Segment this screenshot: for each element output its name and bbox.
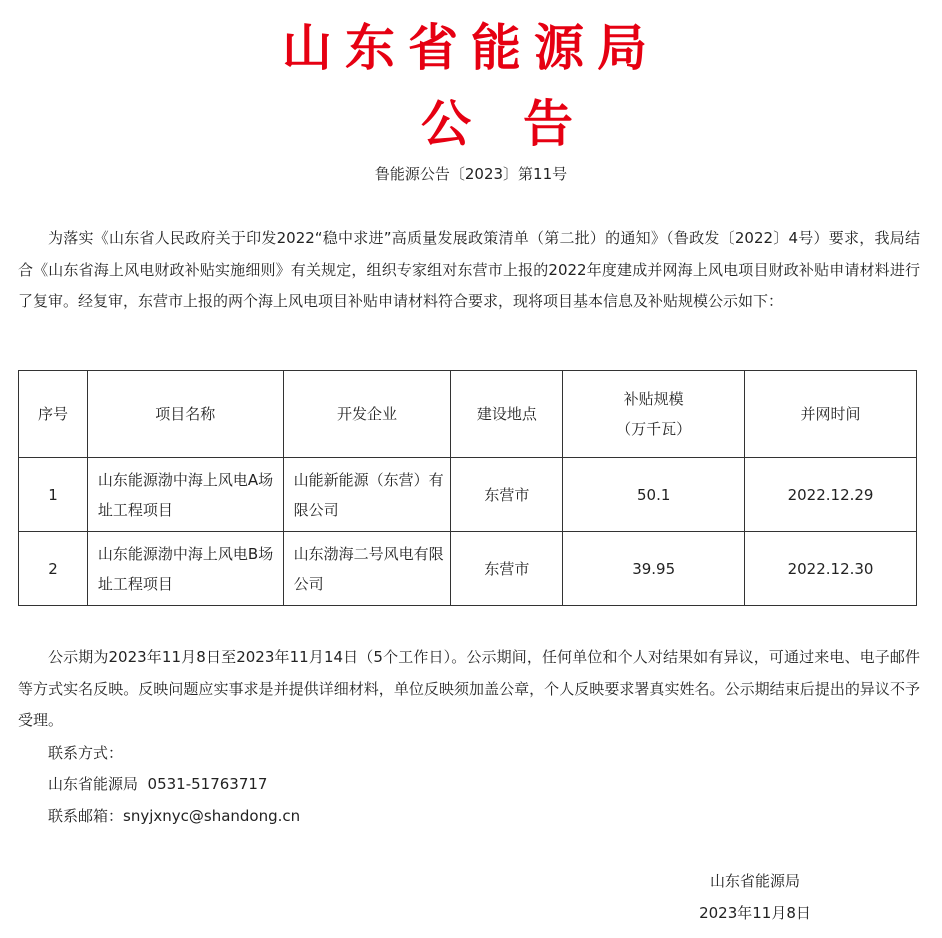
signature-date: 2023年11月8日 [699, 904, 811, 922]
cell-location: 东营市 [451, 532, 563, 606]
cell-grid-date: 2022.12.29 [745, 458, 917, 532]
cell-developer: 山能新能源（东营）有限公司 [283, 458, 451, 532]
cell-grid-date: 2022.12.30 [745, 532, 917, 606]
contact-email: 联系邮箱：snyjxnyc@shandong.cn [48, 807, 301, 825]
intro-paragraph: 为落实《山东省人民政府关于印发2022“稳中求进”高质量发展政策清单（第二批）的通知》（鲁政发〔2022〕4号）要求，我局结合《山东省海上风电财政补贴实施细则》有关规定，组织专家组对东营市上报的2022年度建成并网海上风电项目财政补贴申请材料进行了复审。经复审，东营市上报的两个海上风电项目补贴申请材料符合要求，现将项目基本信息及补贴规模公示如下： [18, 229, 920, 310]
contact-label: 联系方式： [48, 744, 124, 762]
table-row [19, 458, 917, 532]
contact-phone: 山东省能源局 0531-51763717 [48, 775, 268, 793]
header-seq: 序号 [19, 371, 88, 458]
project-table [18, 370, 917, 606]
cell-project-name: 山东能源渤中海上风电B场址工程项目 [87, 532, 283, 606]
notice-title: 公告 [421, 94, 625, 153]
header-developer: 开发企业 [283, 371, 451, 458]
cell-subsidy: 39.95 [563, 532, 745, 606]
document-number: 鲁能源公告〔2023〕第11号 [374, 165, 568, 183]
table-row [19, 532, 917, 606]
cell-seq: 1 [19, 458, 88, 532]
cell-project-name: 山东能源渤中海上风电A场址工程项目 [87, 458, 283, 532]
cell-subsidy: 50.1 [563, 458, 745, 532]
agency-title: 山东省能源局 [282, 18, 660, 77]
header-subsidy-line2: （万千瓦） [616, 420, 692, 438]
header-subsidy [563, 371, 745, 458]
header-location: 建设地点 [451, 371, 563, 458]
table-header-row [19, 371, 917, 458]
header-project-name: 项目名称 [87, 371, 283, 458]
cell-developer: 山东渤海二号风电有限公司 [283, 532, 451, 606]
cell-location: 东营市 [451, 458, 563, 532]
signature-agency: 山东省能源局 [709, 872, 800, 890]
header-grid-date: 并网时间 [745, 371, 917, 458]
cell-seq: 2 [19, 532, 88, 606]
notice-paragraph: 公示期为2023年11月8日至2023年11月14日（5个工作日）。公示期间，任何单位和个人对结果如有异议，可通过来电、电子邮件等方式实名反映。反映问题应实事求是并提供详细材料，单位反映须加盖公章，个人反映要求署真实姓名。公示期结束后提出的异议不予受理。 [18, 648, 920, 729]
header-subsidy-line1: 补贴规模 [623, 390, 684, 408]
